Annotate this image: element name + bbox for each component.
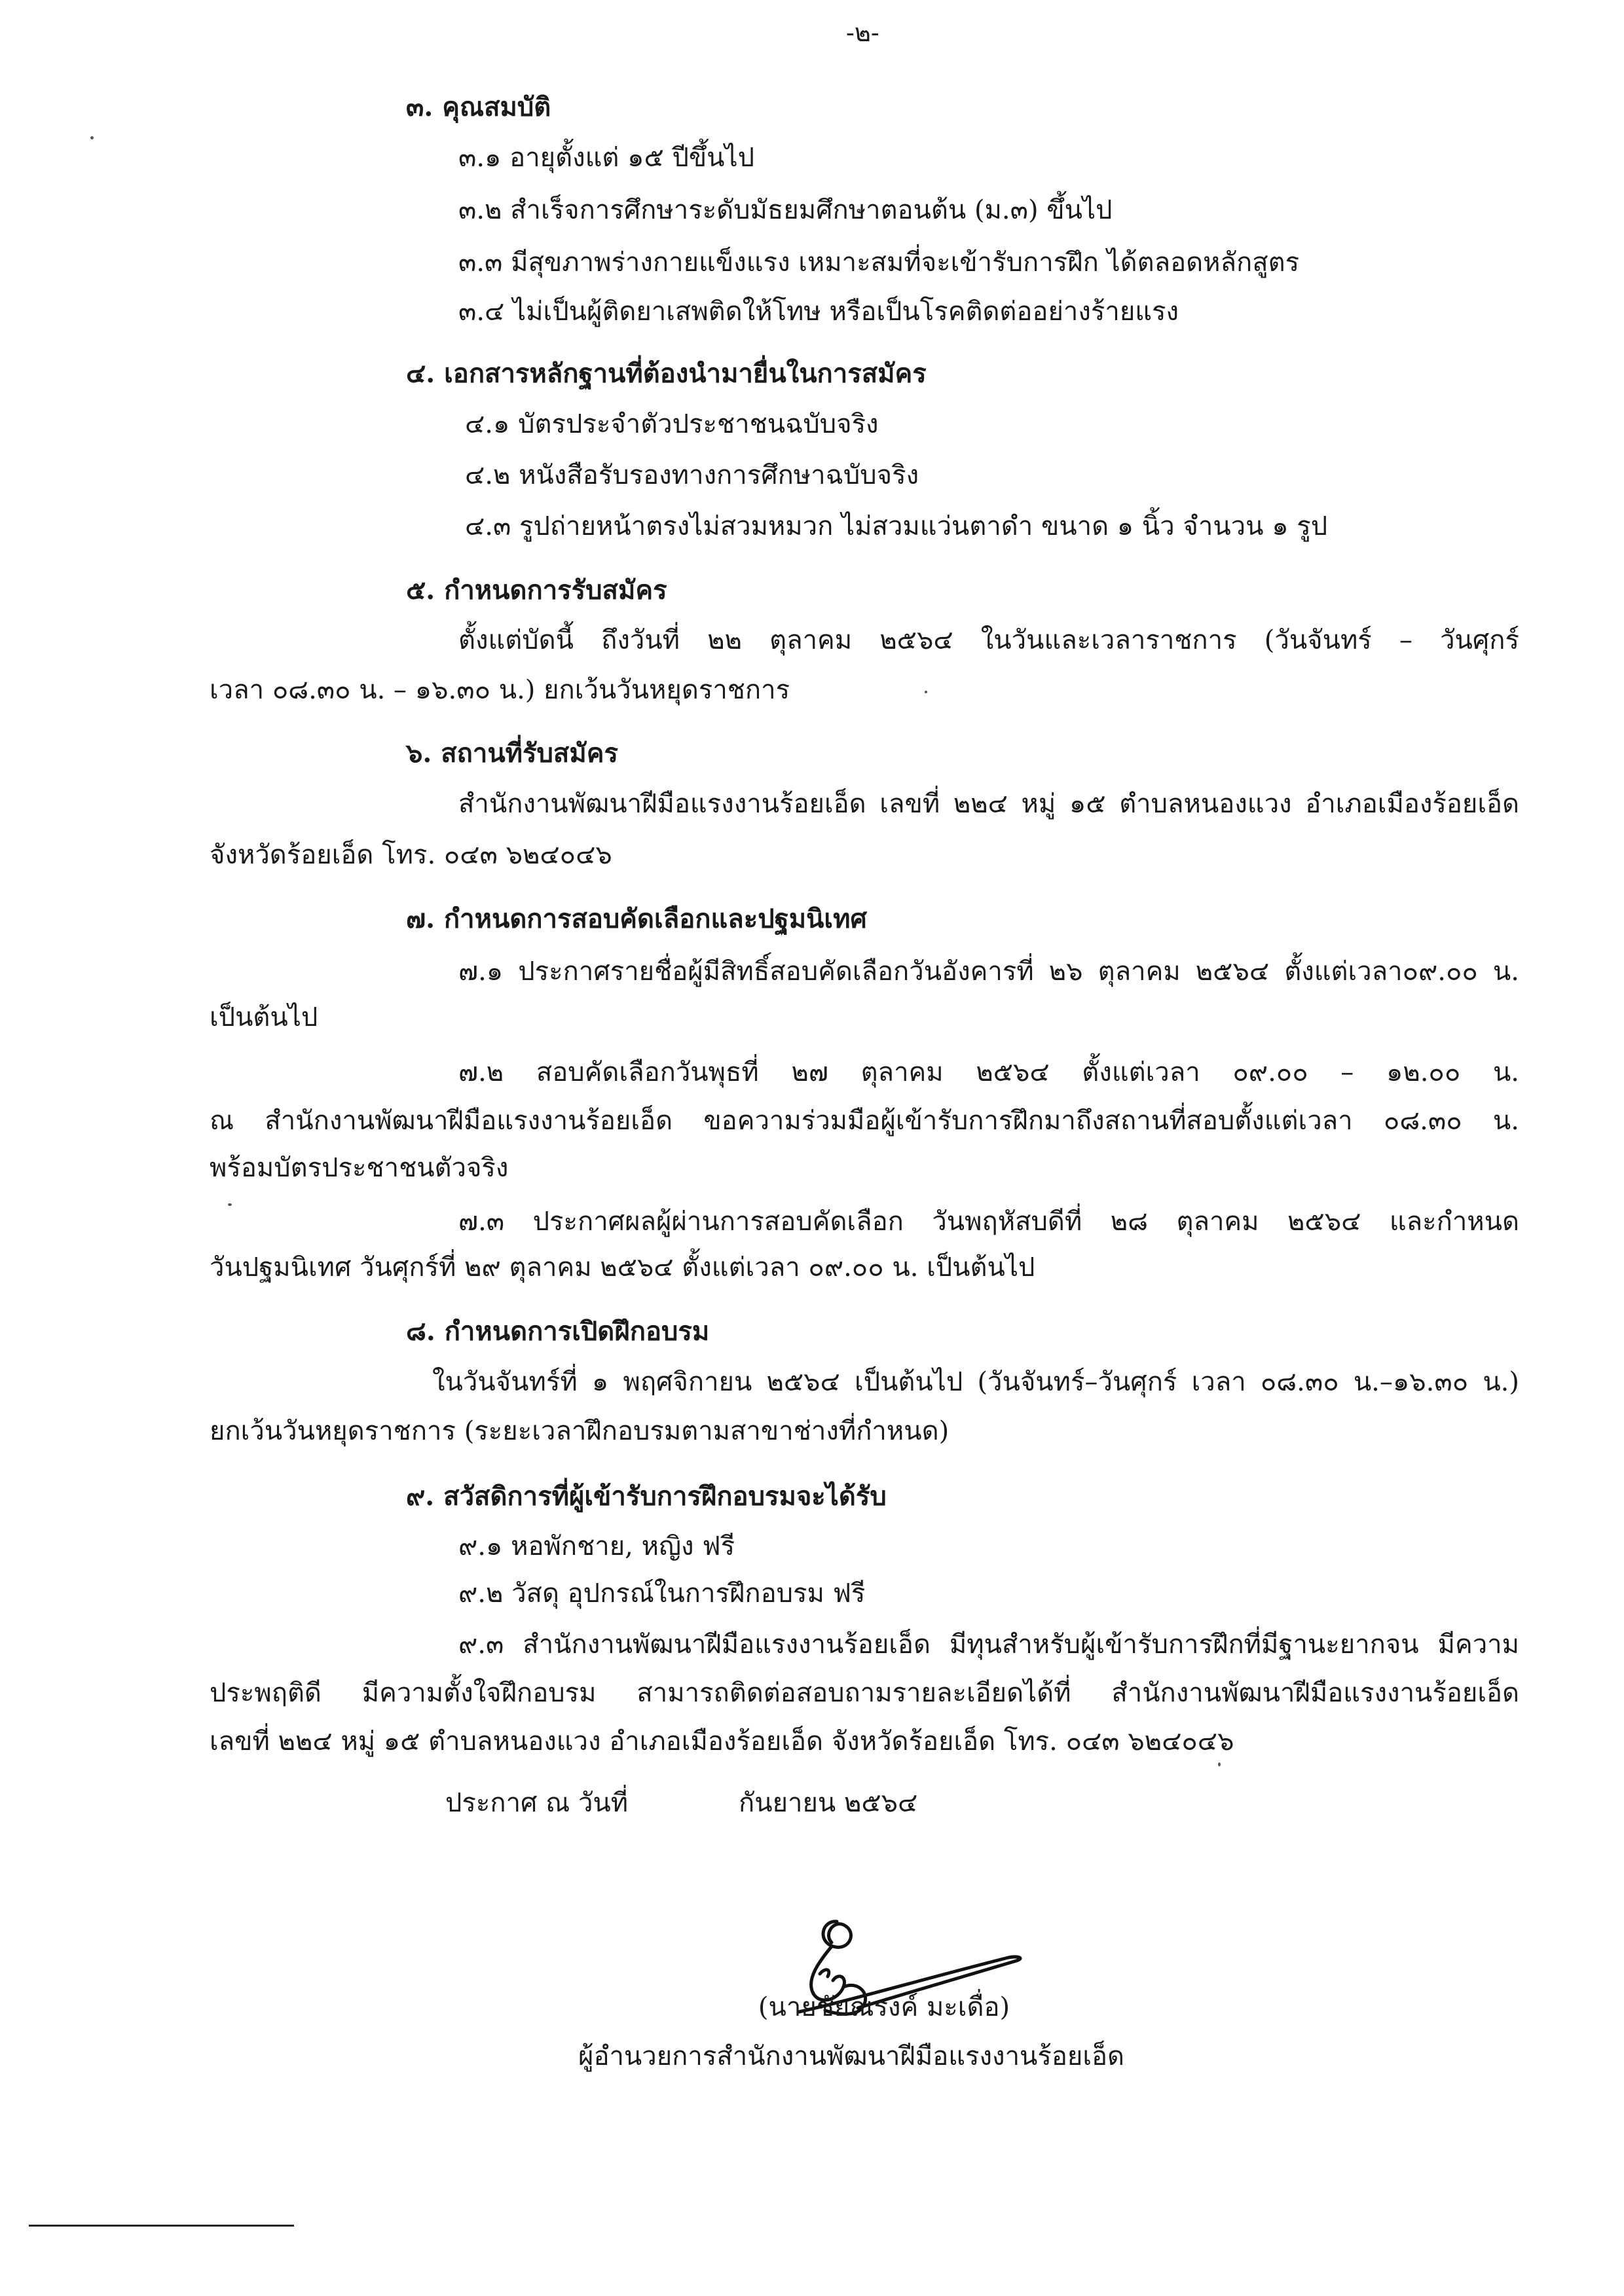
section-7-line-2: เป็นต้นไป [210, 1002, 318, 1032]
section-6-heading: ๖. สถานที่รับสมัคร [406, 738, 618, 769]
announce-prefix: ประกาศ ณ วันที่ [445, 1788, 629, 1818]
section-7-heading: ๗. กำหนดการสอบคัดเลือกและปฐมนิเทศ [406, 903, 867, 934]
section-7-line-6: ๗.๓ ประกาศผลผู้ผ่านการสอบคัดเลือก วันพฤหัสบดีที่ ๒๘ ตุลาคม ๒๕๖๔ และกำหนด [458, 1207, 1519, 1237]
section-3-item-2: ๓.๒ สำเร็จการศึกษาระดับมัธยมศึกษาตอนต้น (ม.๓) ขึ้นไป [458, 195, 1113, 225]
section-9-line-4: ประพฤติดี มีความตั้งใจฝึกอบรม สามารถติดต่อสอบถามรายละเอียดได้ที่ สำนักงานพัฒนาฝีมือแรงงานร้อยเอ็ด [210, 1678, 1519, 1708]
section-9-line-1: ๙.๑ หอพักชาย, หญิง ฟรี [458, 1531, 735, 1561]
section-7-line-5: พร้อมบัตรประชาชนตัวจริง [210, 1153, 509, 1183]
section-4-item-1: ๔.๑ บัตรประจำตัวประชาชนฉบับจริง [465, 409, 879, 439]
section-5-line-1: ตั้งแต่บัดนี้ ถึงวันที่ ๒๒ ตุลาคม ๒๕๖๔ ในวันและเวลาราชการ (วันจันทร์ – วันศุกร์ [458, 625, 1519, 655]
section-6-line-2: จังหวัดร้อยเอ็ด โทร. ๐๔๓ ๖๒๔๐๔๖ [210, 840, 612, 870]
scan-speck [90, 136, 94, 139]
section-3-item-3: ๓.๓ มีสุขภาพร่างกายแข็งแรง เหมาะสมที่จะเข้ารับการฝึก ได้ตลอดหลักสูตร [458, 247, 1300, 278]
scan-speck [925, 691, 927, 693]
section-4-item-3: ๔.๓ รูปถ่ายหน้าตรงไม่สวมหมวก ไม่สวมแว่นตาดำ ขนาด ๑ นิ้ว จำนวน ๑ รูป [465, 511, 1328, 541]
section-3-item-4: ๓.๔ ไม่เป็นผู้ติดยาเสพติดให้โทษ หรือเป็นโรคติดต่ออย่างร้ายแรง [458, 297, 1179, 327]
announce-month-year: กันยายน ๒๕๖๔ [739, 1788, 918, 1818]
section-9-heading: ๙. สวัสดิการที่ผู้เข้ารับการฝึกอบรมจะได้รับ [406, 1481, 887, 1512]
section-9-line-3: ๙.๓ สำนักงานพัฒนาฝีมือแรงงานร้อยเอ็ด มีทุนสำหรับผู้เข้ารับการฝึกที่มีฐานะยากจน มีความ [458, 1630, 1519, 1660]
section-7-line-7: วันปฐมนิเทศ วันศุกร์ที่ ๒๙ ตุลาคม ๒๕๖๔ ตั้งแต่เวลา ๐๙.๐๐ น. เป็นต้นไป [210, 1252, 1035, 1283]
section-5-line-2: เวลา ๐๘.๓๐ น. – ๑๖.๓๐ น.) ยกเว้นวันหยุดราชการ [210, 675, 790, 705]
section-8-line-2: ยกเว้นวันหยุดราชการ (ระยะเวลาฝึกอบรมตามสาขาช่างที่กำหนด) [210, 1416, 950, 1446]
section-7-line-4: ณ สำนักงานพัฒนาฝีมือแรงงานร้อยเอ็ด ขอความร่วมมือผู้เข้ารับการฝึกมาถึงสถานที่สอบตั้งแต่เวลา ๐๘.๓๐ น. [210, 1106, 1519, 1136]
section-7-line-3: ๗.๒ สอบคัดเลือกวันพุธที่ ๒๗ ตุลาคม ๒๕๖๔ ตั้งแต่เวลา ๐๙.๐๐ – ๑๒.๐๐ น. [458, 1057, 1519, 1087]
section-8-heading: ๘. กำหนดการเปิดฝึกอบรม [406, 1316, 710, 1347]
scan-speck [228, 1203, 232, 1206]
section-5-heading: ๕. กำหนดการรับสมัคร [406, 575, 667, 606]
signatory-name: (นายชัยณรงค์ มะเดื่อ) [758, 1992, 1010, 2022]
section-4-heading: ๔. เอกสารหลักฐานที่ต้องนำมายื่นในการสมัคร [406, 358, 927, 389]
footer-rule [29, 2225, 294, 2227]
section-4-item-2: ๔.๒ หนังสือรับรองทางการศึกษาฉบับจริง [465, 460, 919, 490]
section-6-line-1: สำนักงานพัฒนาฝีมือแรงงานร้อยเอ็ด เลขที่ ๒๒๔ หมู่ ๑๕ ตำบลหนองแวง อำเภอเมืองร้อยเอ็ด [458, 789, 1519, 819]
scan-speck [1218, 1762, 1221, 1766]
signatory-title: ผู้อำนวยการสำนักงานพัฒนาฝีมือแรงงานร้อยเอ็ด [578, 2041, 1124, 2071]
section-3-heading: ๓. คุณสมบัติ [406, 92, 551, 122]
section-3-item-1: ๓.๑ อายุตั้งแต่ ๑๕ ปีขึ้นไป [458, 143, 755, 173]
page-number: -๒- [846, 18, 879, 47]
section-9-line-5: เลขที่ ๒๒๔ หมู่ ๑๕ ตำบลหนองแวง อำเภอเมืองร้อยเอ็ด จังหวัดร้อยเอ็ด โทร. ๐๔๓ ๖๒๔๐๔๖ [210, 1726, 1234, 1757]
section-8-line-1: ในวันจันทร์ที่ ๑ พฤศจิกายน ๒๕๖๔ เป็นต้นไป (วันจันทร์–วันศุกร์ เวลา ๐๘.๓๐ น.–๑๖.๓๐ น.) [432, 1367, 1519, 1397]
section-7-line-1: ๗.๑ ประกาศรายชื่อผู้มีสิทธิ์สอบคัดเลือกวันอังคารที่ ๒๖ ตุลาคม ๒๕๖๔ ตั้งแต่เวลา๐๙.๐๐ น. [458, 957, 1519, 987]
section-9-line-2: ๙.๒ วัสดุ อุปกรณ์ในการฝึกอบรม ฟรี [458, 1578, 866, 1609]
